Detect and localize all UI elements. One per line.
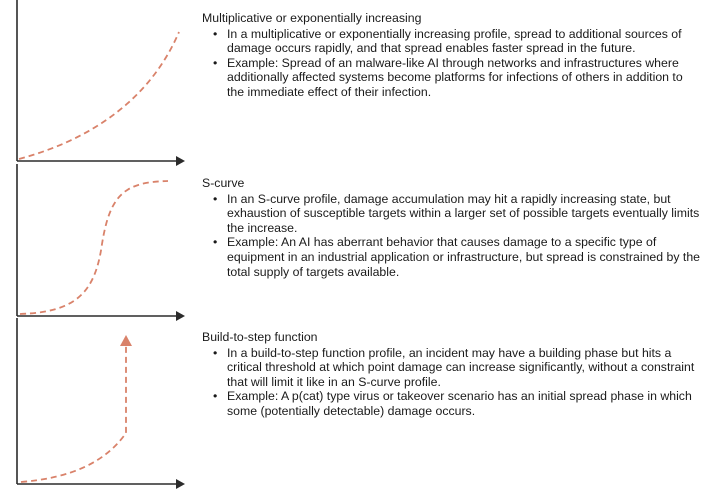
- bullet-item: [213, 191, 702, 236]
- bullet-item: [213, 389, 702, 418]
- bullet-dot-icon: •: [213, 345, 218, 360]
- exponential-description: [202, 11, 702, 100]
- exponential-chart: [0, 0, 190, 168]
- build-to-step-line: [21, 340, 126, 482]
- build-to-step-description: [202, 330, 702, 419]
- bullet-list: [202, 192, 702, 280]
- bullet-item: [213, 345, 702, 390]
- bullet-list: [202, 27, 702, 100]
- bullet-text: Example: Spread of an malware-like AI through networks and infrastructures where additionally affected systems become platforms for infections of others in addition to the immediate effect of their infection.: [227, 55, 683, 99]
- s-curve-chart: [0, 164, 190, 324]
- bullet-dot-icon: •: [213, 55, 218, 70]
- bullet-dot-icon: •: [213, 389, 218, 404]
- bullet-dot-icon: •: [213, 235, 218, 250]
- bullet-text: Example: A p(cat) type virus or takeover scenario has an initial spread phase in which some (potentially detectable) damage occurs.: [227, 389, 692, 418]
- bullet-item: [213, 26, 702, 56]
- exponential-curve: [19, 32, 179, 159]
- bullet-dot-icon: •: [213, 26, 218, 41]
- bullet-list: [202, 346, 702, 419]
- bullet-text: In a build-to-step function profile, an incident may have a building phase but hits a critical threshold at which point damage can increase significantly, without a constraint that will limit it like in an S-curve profile.: [227, 345, 695, 389]
- build-to-step-chart: [0, 318, 190, 496]
- bullet-text: In a multiplicative or exponentially increasing profile, spread to additional sources of damage occurs rapidly, and that spread enables faster spread in the future.: [227, 26, 682, 56]
- s-curve-graph: [0, 164, 190, 324]
- bullet-item: [213, 235, 702, 279]
- bullet-text: Example: An AI has aberrant behavior that causes damage to a specific type of equipment in an industrial application or infrastructure, but spread is constrained by the total supply of targets available.: [227, 235, 701, 279]
- s-curve-line: [20, 181, 168, 314]
- profile-heading: S-curve: [202, 176, 245, 190]
- s-curve-description: [202, 176, 702, 279]
- profile-heading: Multiplicative or exponentially increasing: [202, 11, 422, 25]
- bullet-item: [213, 55, 702, 100]
- profile-heading: Build-to-step function: [202, 330, 318, 344]
- bullet-dot-icon: •: [213, 191, 218, 206]
- build-to-step-graph: [0, 318, 190, 496]
- bullet-text: In an S-curve profile, damage accumulation may hit a rapidly increasing state, but exhaustion of susceptible targets within a larger set of possible targets eventually limits the increase.: [227, 191, 700, 235]
- exponential-graph: [0, 0, 190, 168]
